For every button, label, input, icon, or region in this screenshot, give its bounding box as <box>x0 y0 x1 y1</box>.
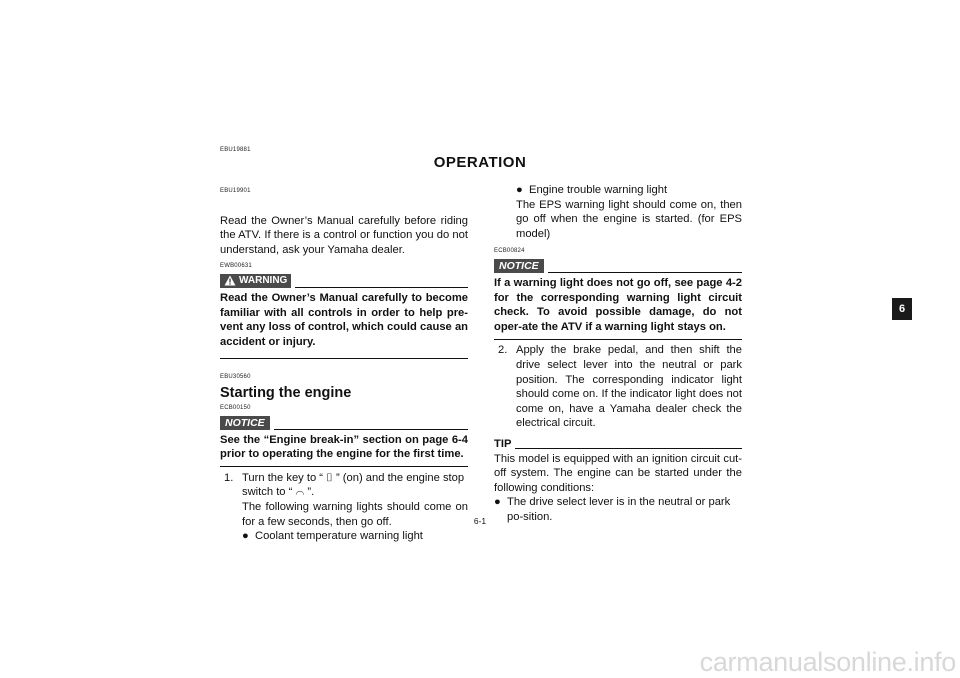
notice1-code: ECB00150 <box>220 404 251 411</box>
warning-code: EWB00631 <box>220 263 252 270</box>
tip-bullet-text: The drive select lever is in the neutral or park po-sition. <box>507 496 731 523</box>
bullet-coolant-text: Coolant temperature warning light <box>255 530 423 543</box>
step-1-text: Turn the key to “ ⌷ ” (on) and the engine stop switch to “ ⌒ ”. <box>242 471 465 499</box>
section-heading: Starting the engine <box>220 384 352 401</box>
intro-text: Read the Owner’s Manual carefully before riding the ATV. If there is a control or function you do not understand, ask your Yamaha dealer. <box>220 214 468 256</box>
step-1-follow: The following warning lights should come on for a few seconds, then go off. <box>242 500 468 528</box>
notice1-text: See the “Engine break-in” section on page 6-4 prior to operating the engine for the first time. <box>220 433 468 461</box>
notice2-text: If a warning light does not go off, see page 4-2 for the corresponding warning light circuit check. To avoid possible damage, do not oper-ate the ATV if a warning light stays on. <box>494 276 742 333</box>
notice2-divider <box>548 265 742 273</box>
starting-code: EBU30560 <box>220 374 251 381</box>
bullet-dot-icon: ● <box>242 530 249 543</box>
right-column <box>494 183 742 524</box>
tip-label: TIP <box>494 437 512 450</box>
warning-label: WARNING <box>239 274 288 286</box>
bullet-coolant <box>242 529 468 544</box>
notice2-badge: NOTICE <box>494 259 544 273</box>
title-code: EBU19881 <box>220 147 251 153</box>
bullet-dot-icon: ● <box>516 184 523 196</box>
step-2-text: Apply the brake pedal, and then shift the drive select lever into the neutral or park position. The corresponding indicator light should come on. If the indicator light does not come on, have a Yamaha dealer check the electrical circuit. <box>516 344 742 430</box>
warning-text: Read the Owner’s Manual carefully to become familiar with all controls in order to help pre-vent any loss of control, which could cause an accident or injury. <box>220 291 468 348</box>
notice2-banner <box>494 259 742 273</box>
page-title: OPERATION <box>433 154 527 171</box>
intro-code: EBU19901 <box>220 188 251 194</box>
step-1 <box>220 471 468 544</box>
tip-text: This model is equipped with an ignition circuit cut-off system. The engine can be started under the following conditions: <box>494 452 742 494</box>
notice1-end-rule <box>220 466 468 467</box>
tip-banner <box>494 437 742 452</box>
bullet-dot-icon: ● <box>494 496 501 509</box>
chapter-tab: 6 <box>892 298 912 320</box>
step-1-number: 1. <box>224 471 234 484</box>
notice1-divider <box>274 422 468 430</box>
warning-triangle-icon <box>224 275 236 286</box>
notice1-banner <box>220 416 468 430</box>
step-2 <box>494 343 742 431</box>
warning-end-rule <box>220 358 468 359</box>
tip-divider <box>515 448 742 449</box>
eps-text: The EPS warning light should come on, then go off when the engine is started. (for EPS model) <box>516 198 742 240</box>
warning-divider <box>295 280 468 288</box>
notice2-end-rule <box>494 339 742 340</box>
bullet-engine-trouble-text: Engine trouble warning light <box>529 184 668 196</box>
page-number: 6-1 <box>473 516 487 526</box>
left-column <box>220 184 468 544</box>
step-2-number: 2. <box>498 344 508 357</box>
warning-badge <box>220 274 291 288</box>
notice1-badge: NOTICE <box>220 416 270 430</box>
bullet-engine-trouble <box>494 183 742 198</box>
watermark: carmanualsonline.info <box>699 647 956 677</box>
notice2-code: ECB00824 <box>494 248 525 255</box>
warning-banner <box>220 274 468 288</box>
